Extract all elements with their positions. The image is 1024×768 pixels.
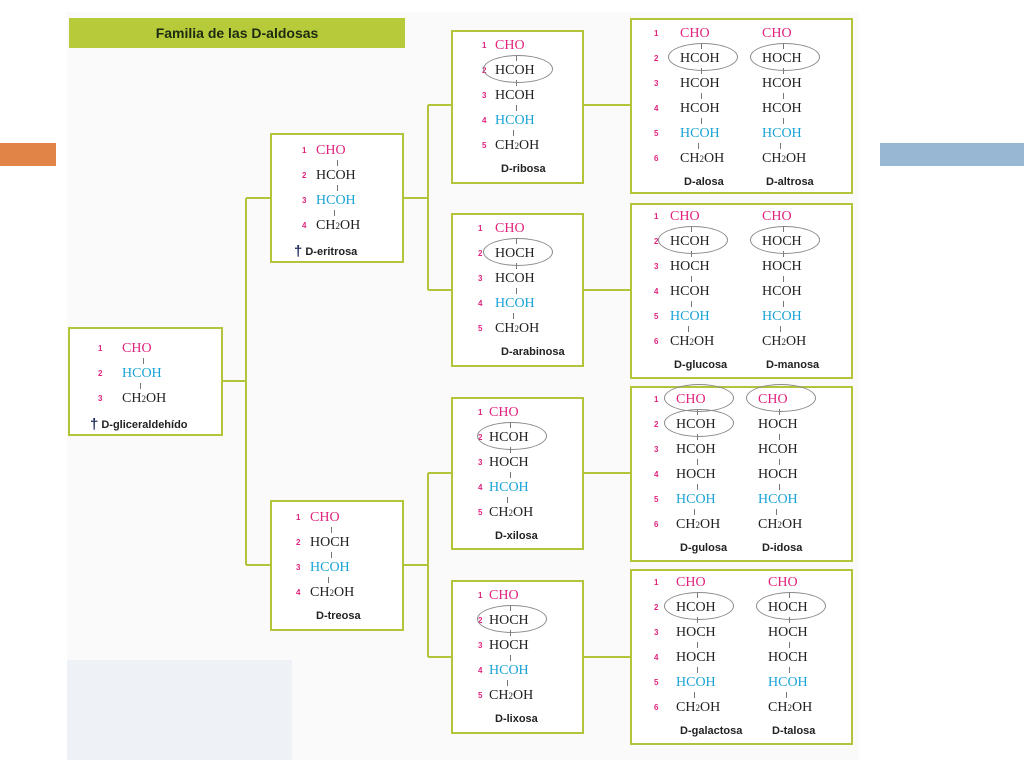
carbon-number: 2 [654, 54, 659, 63]
carbon-number: 3 [98, 394, 103, 403]
carbon-number: 5 [482, 141, 487, 150]
bond-line [691, 301, 692, 307]
carbon-number: 4 [482, 116, 487, 125]
bond-line [783, 301, 784, 307]
functional-group-hi: HCOH [758, 492, 798, 507]
functional-group-hi: HCOH [762, 309, 802, 324]
handwritten-mark-icon: † [90, 416, 99, 433]
bond-line [701, 93, 702, 99]
functional-group-plain: HOCH [768, 600, 808, 615]
bond-line [691, 276, 692, 282]
functional-group-plain: HCOH [495, 63, 535, 78]
bond-line [331, 527, 332, 533]
molecule-name: D-arabinosa [501, 346, 565, 358]
bond-line [513, 313, 514, 319]
carbon-number: 2 [302, 171, 307, 180]
functional-group-ch2oh: CH2OH [670, 334, 715, 349]
carbon-number: 2 [478, 249, 483, 258]
functional-group-hi: HCOH [680, 126, 720, 141]
bond-line [516, 105, 517, 111]
carbon-number: 4 [654, 104, 659, 113]
functional-group-plain: HOCH [758, 417, 798, 432]
bond-line [140, 383, 141, 389]
carbon-number: 1 [478, 591, 483, 600]
box-gulosa-idosa [630, 386, 853, 562]
carbon-number: 5 [654, 129, 659, 138]
bond-line [783, 118, 784, 124]
functional-group-plain: HCOH [680, 76, 720, 91]
carbon-number: 5 [478, 508, 483, 517]
carbon-number: 3 [654, 79, 659, 88]
functional-group-cho: CHO [762, 26, 792, 41]
pencil-circle-annotation [664, 409, 734, 437]
carbon-number: 2 [98, 369, 103, 378]
carbon-number: 1 [654, 29, 659, 38]
carbon-number: 1 [302, 146, 307, 155]
carbon-number: 1 [98, 344, 103, 353]
bond-line [698, 143, 699, 149]
bond-line [780, 143, 781, 149]
functional-group-ch2oh: CH2OH [489, 688, 534, 703]
molecule-name: D-alosa [684, 176, 724, 188]
functional-group-plain: HOCH [768, 625, 808, 640]
functional-group-plain: HCOH [676, 417, 716, 432]
carbon-number: 1 [654, 212, 659, 221]
functional-group-plain: HOCH [489, 613, 529, 628]
carbon-number: 3 [478, 274, 483, 283]
bond-line [507, 497, 508, 503]
carbon-number: 4 [654, 287, 659, 296]
bond-line [789, 642, 790, 648]
bond-line [783, 93, 784, 99]
box-xilosa [451, 397, 584, 550]
functional-group-plain: HOCH [768, 650, 808, 665]
functional-group-ch2oh: CH2OH [310, 585, 355, 600]
pencil-circle-annotation [750, 226, 820, 254]
molecule-name: D-xilosa [495, 530, 538, 542]
functional-group-cho: CHO [762, 209, 792, 224]
functional-group-ch2oh: CH2OH [758, 517, 803, 532]
functional-group-plain: HCOH [762, 284, 802, 299]
carbon-number: 1 [482, 41, 487, 50]
functional-group-cho: CHO [489, 588, 519, 603]
carbon-number: 3 [654, 445, 659, 454]
functional-group-ch2oh: CH2OH [676, 700, 721, 715]
pencil-circle-annotation [483, 238, 553, 266]
bond-line [697, 484, 698, 490]
functional-group-ch2oh: CH2OH [680, 151, 725, 166]
molecule-name: D-lixosa [495, 713, 538, 725]
functional-group-hi: HCOH [495, 113, 535, 128]
molecule-name: D-gulosa [680, 542, 728, 554]
carbon-number: 1 [478, 224, 483, 233]
molecule-name-text: D-eritrosa [305, 245, 358, 258]
box-eritrosa [270, 133, 404, 263]
carbon-number: 4 [478, 299, 483, 308]
carbon-number: 4 [654, 653, 659, 662]
functional-group-cho: CHO [670, 209, 700, 224]
functional-group-cho: CHO [495, 38, 525, 53]
carbon-number: 2 [478, 433, 483, 442]
functional-group-cho: CHO [768, 575, 798, 590]
functional-group-plain: HOCH [758, 467, 798, 482]
box-lixosa [451, 580, 584, 734]
functional-group-plain: HCOH [670, 284, 710, 299]
molecule-name: D-manosa [766, 359, 820, 371]
bond-line [780, 326, 781, 332]
functional-group-hi: HCOH [768, 675, 808, 690]
carbon-number: 6 [654, 337, 659, 346]
carbon-number: 5 [478, 691, 483, 700]
functional-group-plain: HOCH [762, 234, 802, 249]
carbon-number: 2 [654, 237, 659, 246]
functional-group-hi: HCOH [676, 675, 716, 690]
bond-line [331, 552, 332, 558]
carbon-number: 3 [478, 641, 483, 650]
molecule-name: D-glucosa [674, 359, 728, 371]
functional-group-ch2oh: CH2OH [495, 138, 540, 153]
functional-group-ch2oh: CH2OH [489, 505, 534, 520]
carbon-number: 3 [302, 196, 307, 205]
pencil-circle-annotation [477, 422, 547, 450]
carbon-number: 6 [654, 520, 659, 529]
molecule-name-text: D-gliceraldehído [101, 418, 188, 431]
molecule-name [90, 416, 188, 433]
bond-line [688, 326, 689, 332]
pencil-circle-annotation [756, 592, 826, 620]
bond-line [143, 358, 144, 364]
functional-group-plain: HOCH [676, 625, 716, 640]
box-treosa [270, 500, 404, 631]
functional-group-ch2oh: CH2OH [768, 700, 813, 715]
molecule-name: D-galactosa [680, 725, 743, 737]
functional-group-cho: CHO [495, 221, 525, 236]
box-glucosa-manosa [630, 203, 853, 379]
bond-line [697, 642, 698, 648]
pencil-circle-annotation [664, 384, 734, 412]
carbon-number: 3 [482, 91, 487, 100]
functional-group-plain: HCOH [676, 600, 716, 615]
carbon-number: 2 [654, 420, 659, 429]
carbon-number: 3 [654, 262, 659, 271]
functional-group-cho: CHO [676, 392, 706, 407]
functional-group-ch2oh: CH2OH [122, 391, 167, 406]
functional-group-hi: HCOH [762, 126, 802, 141]
bond-line [697, 459, 698, 465]
carbon-number: 4 [654, 470, 659, 479]
functional-group-ch2oh: CH2OH [495, 321, 540, 336]
functional-group-cho: CHO [316, 143, 346, 158]
functional-group-hi: HCOH [489, 663, 529, 678]
carbon-number: 2 [296, 538, 301, 547]
molecule-name: D-talosa [772, 725, 816, 737]
pencil-circle-annotation [483, 55, 553, 83]
functional-group-cho: CHO [676, 575, 706, 590]
bond-line [694, 509, 695, 515]
functional-group-plain: HOCH [762, 259, 802, 274]
box-galactosa-talosa [630, 569, 853, 745]
functional-group-plain: HOCH [762, 51, 802, 66]
pencil-circle-annotation [658, 226, 728, 254]
functional-group-plain: HCOH [762, 101, 802, 116]
functional-group-ch2oh: CH2OH [762, 151, 807, 166]
bond-line [701, 118, 702, 124]
bond-line [783, 276, 784, 282]
bond-line [513, 130, 514, 136]
pencil-circle-annotation [750, 43, 820, 71]
functional-group-cho: CHO [758, 392, 788, 407]
figure-title: Familia de las D-aldosas [155, 25, 319, 41]
carbon-number: 2 [478, 616, 483, 625]
functional-group-plain: HCOH [495, 88, 535, 103]
pencil-circle-annotation [664, 592, 734, 620]
functional-group-hi: HCOH [316, 193, 356, 208]
bond-line [789, 667, 790, 673]
molecule-name: D-altrosa [766, 176, 814, 188]
bond-line [516, 288, 517, 294]
bond-line [337, 185, 338, 191]
bond-line [337, 160, 338, 166]
functional-group-hi: HCOH [489, 480, 529, 495]
carbon-number: 4 [478, 666, 483, 675]
functional-group-hi: HCOH [122, 366, 162, 381]
functional-group-plain: HOCH [495, 246, 535, 261]
carbon-number: 6 [654, 154, 659, 163]
functional-group-plain: HCOH [495, 271, 535, 286]
bond-line [779, 459, 780, 465]
functional-group-hi: HCOH [670, 309, 710, 324]
functional-group-ch2oh: CH2OH [676, 517, 721, 532]
handwritten-mark-icon: † [294, 243, 303, 260]
bond-line [776, 509, 777, 515]
functional-group-ch2oh: CH2OH [316, 218, 361, 233]
carbon-number: 2 [482, 66, 487, 75]
functional-group-plain: HCOH [762, 76, 802, 91]
box-gliceraldehido [68, 327, 223, 436]
functional-group-plain: HCOH [489, 430, 529, 445]
functional-group-hi: HCOH [676, 492, 716, 507]
carbon-number: 4 [302, 221, 307, 230]
carbon-number: 4 [478, 483, 483, 492]
bond-line [510, 655, 511, 661]
bond-line [779, 434, 780, 440]
box-arabinosa [451, 213, 584, 367]
carbon-number: 4 [296, 588, 301, 597]
functional-group-plain: HCOH [316, 168, 356, 183]
box-alosa-altrosa [630, 18, 853, 194]
carbon-number: 6 [654, 703, 659, 712]
functional-group-ch2oh: CH2OH [762, 334, 807, 349]
functional-group-cho: CHO [489, 405, 519, 420]
carbon-number: 2 [654, 603, 659, 612]
functional-group-plain: HOCH [489, 455, 529, 470]
pencil-circle-annotation [668, 43, 738, 71]
carbon-number: 3 [654, 628, 659, 637]
functional-group-plain: HOCH [676, 467, 716, 482]
functional-group-cho: CHO [122, 341, 152, 356]
molecule-name [294, 243, 357, 260]
functional-group-hi: HCOH [310, 560, 350, 575]
molecule-name: D-treosa [316, 610, 361, 622]
carbon-number: 1 [654, 395, 659, 404]
carbon-number: 1 [296, 513, 301, 522]
functional-group-plain: HOCH [670, 259, 710, 274]
functional-group-hi: HCOH [495, 296, 535, 311]
functional-group-plain: HCOH [758, 442, 798, 457]
functional-group-plain: HOCH [310, 535, 350, 550]
molecule-name: D-idosa [762, 542, 803, 554]
functional-group-plain: HCOH [670, 234, 710, 249]
carbon-number: 3 [296, 563, 301, 572]
functional-group-plain: HCOH [680, 51, 720, 66]
carbon-number: 1 [654, 578, 659, 587]
functional-group-plain: HCOH [680, 101, 720, 116]
bond-line [507, 680, 508, 686]
pencil-circle-annotation [746, 384, 816, 412]
bond-line [697, 667, 698, 673]
carbon-number: 5 [654, 678, 659, 687]
molecule-name: D-ribosa [501, 163, 546, 175]
pencil-circle-annotation [477, 605, 547, 633]
carbon-number: 5 [654, 495, 659, 504]
functional-group-plain: HCOH [676, 442, 716, 457]
carbon-number: 5 [654, 312, 659, 321]
bond-line [779, 484, 780, 490]
bond-line [694, 692, 695, 698]
functional-group-plain: HOCH [489, 638, 529, 653]
bond-line [510, 472, 511, 478]
bond-line [328, 577, 329, 583]
bond-line [786, 692, 787, 698]
box-ribosa [451, 30, 584, 184]
functional-group-plain: HOCH [676, 650, 716, 665]
functional-group-cho: CHO [310, 510, 340, 525]
carbon-number: 1 [478, 408, 483, 417]
carbon-number: 3 [478, 458, 483, 467]
bond-line [334, 210, 335, 216]
functional-group-cho: CHO [680, 26, 710, 41]
carbon-number: 5 [478, 324, 483, 333]
